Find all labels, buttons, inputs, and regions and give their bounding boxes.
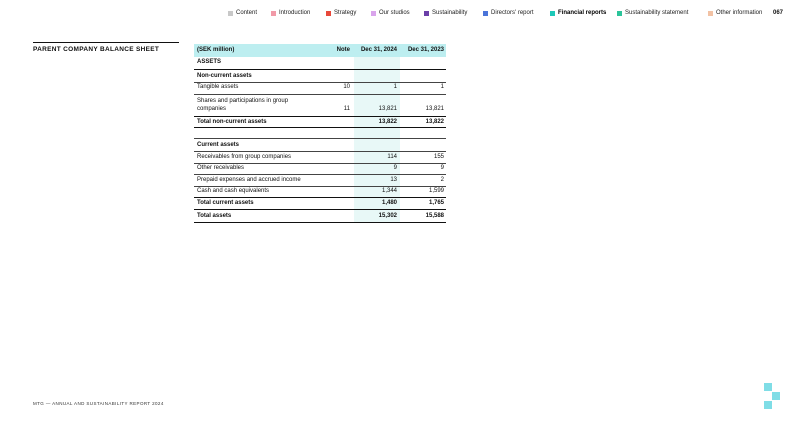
row-label: Total current assets bbox=[197, 199, 254, 206]
row-note: 11 bbox=[343, 105, 350, 112]
mtg-logo-icon bbox=[764, 383, 786, 411]
nav-item-content[interactable] bbox=[228, 10, 257, 16]
row-label: Prepaid expenses and accrued income bbox=[197, 176, 301, 183]
nav-item-introduction[interactable] bbox=[271, 10, 310, 16]
row-value-2023: 13,821 bbox=[425, 105, 444, 112]
row-label: Cash and cash equivalents bbox=[197, 188, 270, 194]
divider bbox=[194, 222, 446, 223]
nav-item-strategy[interactable] bbox=[326, 10, 356, 16]
row-label: Other receivables bbox=[197, 165, 245, 171]
divider bbox=[194, 69, 446, 70]
nav-item-financial-reports[interactable] bbox=[550, 10, 606, 16]
nav-square-icon bbox=[326, 11, 331, 16]
row-value-2024: 13,821 bbox=[378, 105, 397, 112]
header-label: (SEK million) bbox=[197, 47, 235, 53]
row-label: Total assets bbox=[197, 213, 232, 219]
divider bbox=[194, 138, 446, 139]
header-2023: Dec 31, 2023 bbox=[407, 47, 444, 53]
section-title: PARENT COMPANY BALANCE SHEET bbox=[33, 42, 179, 53]
nav-label: Sustainability bbox=[432, 10, 468, 16]
row-value-2024: 13 bbox=[390, 176, 397, 183]
top-navigation bbox=[0, 10, 800, 20]
noncurrent-heading: Non-current assets bbox=[197, 72, 252, 79]
row-value-2024: 1 bbox=[393, 84, 397, 90]
nav-item-sustainability-statement[interactable] bbox=[617, 10, 688, 16]
row-value-2023: 13,822 bbox=[425, 118, 444, 125]
divider bbox=[194, 174, 446, 175]
nav-square-icon bbox=[550, 11, 555, 16]
nav-item-our-studios[interactable] bbox=[371, 10, 410, 16]
nav-square-icon bbox=[483, 11, 488, 16]
row-note: 10 bbox=[343, 84, 350, 90]
row-value-2024: 114 bbox=[387, 153, 397, 160]
divider bbox=[194, 186, 446, 187]
row-label: Tangible assets bbox=[197, 84, 239, 90]
row-label: Total non-current assets bbox=[197, 118, 267, 125]
nav-item-sustainability[interactable] bbox=[424, 10, 467, 16]
nav-label: Introduction bbox=[279, 10, 311, 16]
row-value-2024: 1,480 bbox=[381, 199, 397, 206]
divider bbox=[194, 209, 446, 210]
nav-label: Financial reports bbox=[558, 10, 607, 16]
nav-item-other-information[interactable] bbox=[708, 10, 762, 16]
nav-label: Content bbox=[236, 10, 258, 16]
row-value-2024: 15,302 bbox=[378, 213, 397, 219]
row-value-2023: 1,765 bbox=[428, 199, 444, 206]
footer-text: MTG — ANNUAL AND SUSTAINABILITY REPORT 2024 bbox=[33, 401, 164, 406]
nav-square-icon bbox=[617, 11, 622, 16]
row-value-2023: 155 bbox=[433, 153, 444, 160]
nav-label: Strategy bbox=[334, 10, 357, 16]
nav-square-icon bbox=[228, 11, 233, 16]
nav-square-icon bbox=[424, 11, 429, 16]
nav-item-directors-report[interactable] bbox=[483, 10, 534, 16]
current-year-column-shade bbox=[354, 44, 400, 222]
divider bbox=[194, 82, 446, 83]
divider bbox=[194, 127, 446, 128]
assets-heading: ASSETS bbox=[197, 59, 222, 65]
page-number: 067 bbox=[773, 10, 784, 16]
divider bbox=[194, 197, 446, 198]
nav-label: Sustainability statement bbox=[625, 10, 689, 16]
nav-square-icon bbox=[708, 11, 713, 16]
row-value-2024: 1,344 bbox=[381, 188, 397, 194]
row-value-2024: 9 bbox=[393, 165, 397, 171]
nav-square-icon bbox=[271, 11, 276, 16]
row-value-2023: 1 bbox=[440, 84, 444, 90]
divider bbox=[194, 163, 446, 164]
row-label-continued: companies bbox=[197, 105, 227, 112]
nav-label: Directors' report bbox=[491, 10, 534, 16]
row-label: Receivables from group companies bbox=[197, 153, 292, 160]
divider bbox=[194, 94, 446, 95]
nav-label: Other information bbox=[716, 10, 763, 16]
header-2024: Dec 31, 2024 bbox=[360, 47, 397, 53]
row-value-2023: 2 bbox=[440, 176, 444, 183]
divider bbox=[194, 151, 446, 152]
row-value-2023: 15,588 bbox=[425, 213, 444, 219]
current-heading: Current assets bbox=[197, 141, 240, 148]
nav-square-icon bbox=[371, 11, 376, 16]
header-note: Note bbox=[336, 47, 350, 53]
row-label: Shares and participations in group bbox=[197, 97, 289, 104]
nav-label: Our studios bbox=[379, 10, 410, 16]
row-value-2023: 1,599 bbox=[428, 188, 444, 194]
row-value-2023: 9 bbox=[440, 165, 444, 171]
row-value-2024: 13,822 bbox=[378, 118, 397, 125]
divider bbox=[194, 116, 446, 117]
